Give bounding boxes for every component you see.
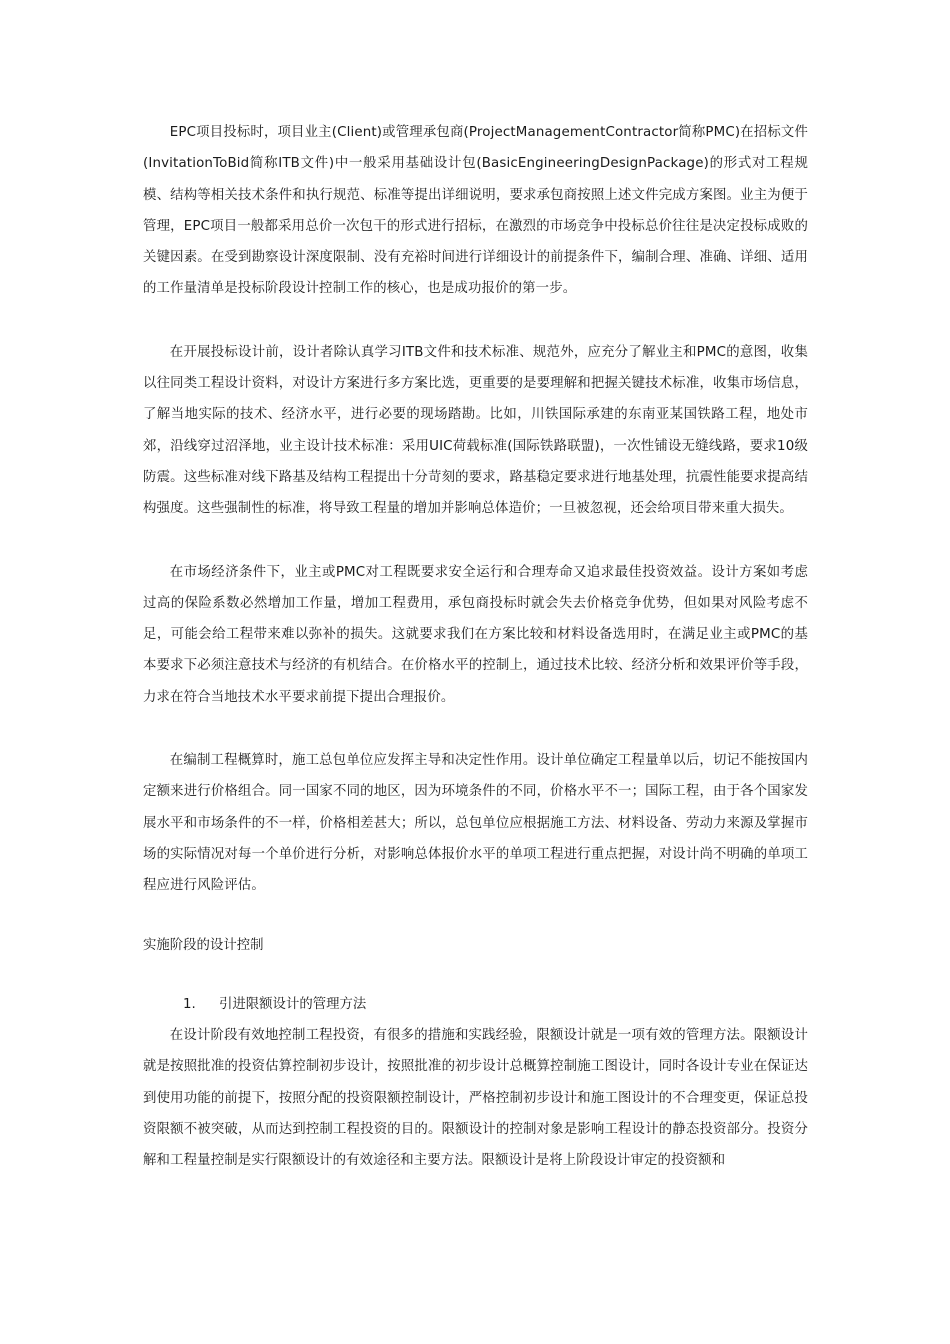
paragraph-spacer: [143, 902, 808, 930]
list-item-number: 1.: [183, 996, 196, 1012]
paragraph-quota-design: 在设计阶段有效地控制工程投资，有很多的措施和实践经验，限额设计就是一项有效的管理方法。限额设计就是按照批准的投资估算控制初步设计，按照批准的初步设计总概算控制施工图设计，同时各设计专业在保证达到使用功能的前提下，按照分配的投资限额控制设计，严格控制初步设计和施工图设计的不合理变更，保证总投资限额不被突破，从而达到控制工程投资的目的。限额设计的控制对象是影响工程设计的静态投资部分。投资分解和工程量控制是实行限额设计的有效途径和主要方法。限额设计是将上阶段设计审定的投资额和: [143, 1028, 808, 1169]
paragraph-spacer: [143, 713, 808, 745]
section-heading: 实施阶段的设计控制: [143, 937, 264, 953]
paragraph-budget-estimate: 在编制工程概算时，施工总包单位应发挥主导和决定性作用。设计单位确定工程量单以后，切记不能按国内定额来进行价格组合。同一国家不同的地区，因为环境条件的不同，价格水平不一；国际工程，由于各个国家发展水平和市场条件的不一样，价格相差甚大；所以，总包单位应根据施工方法、材料设备、劳动力来源及掌握市场的实际情况对每一个单价进行分析，对影响总体报价水平的单项工程进行重点把握，对设计尚不明确的单项工程应进行风险评估。: [143, 753, 808, 894]
paragraph-market-economy: 在市场经济条件下，业主或PMC对工程既要求安全运行和合理寿命又追求最佳投资效益。设计方案如考虑过高的保险系数必然增加工作量，增加工程费用，承包商投标时就会失去价格竞争优势，但如果对风险考虑不足，可能会给工程带来难以弥补的损失。这就要求我们在方案比较和材料设备选用时，在满足业主或PMC的基本要求下必须注意技术与经济的有机结合。在价格水平的控制上，通过技术比较、经济分析和效果评价等手段，力求在符合当地技术水平要求前提下提出合理报价。: [143, 564, 808, 705]
document-page: [143, 117, 808, 1177]
numbered-list-item: [143, 989, 808, 1020]
paragraph-spacer: [143, 305, 808, 337]
paragraph-spacer: [143, 525, 808, 557]
paragraph-epc-bidding: EPC项目投标时，项目业主(Client)或管理承包商(ProjectManagementContractor简称PMC)在招标文件(InvitationToBid简称ITB文件)中一般采用基础设计包(BasicEngineeringDesignPackage)的形式对工程规模、结构等相关技术条件和执行规范、标准等提出详细说明，要求承包商按照上述文件完成方案图。业主为便于管理，EPC项目一般都采用总价一次包干的形式进行招标，在激烈的市场竞争中投标总价往往是决定投标成败的关键因素。在受到勘察设计深度限制、没有充裕时间进行详细设计的前提条件下，编制合理、准确、详细、适用的工作量清单是投标阶段设计控制工作的核心，也是成功报价的第一步。: [143, 125, 808, 297]
paragraph-bid-design-preparation: 在开展投标设计前，设计者除认真学习ITB文件和技术标准、规范外，应充分了解业主和PMC的意图，收集以往同类工程设计资料，对设计方案进行多方案比选，更重要的是要理解和把握关键技术标准，收集市场信息，了解当地实际的技术、经济水平，进行必要的现场踏勘。比如，川铁国际承建的东南亚某国铁路工程，地处市郊，沿线穿过沼泽地，业主设计技术标准：采用UIC荷载标准(国际铁路联盟)，一次性铺设无缝线路，要求10级防震。这些标准对线下路基及结构工程提出十分苛刻的要求，路基稳定要求进行地基处理，抗震性能要求提高结构强度。这些强制性的标准，将导致工程量的增加并影响总体造价；一旦被忽视，还会给项目带来重大损失。: [143, 344, 808, 517]
list-item-title: 引进限额设计的管理方法: [219, 996, 367, 1012]
paragraph-spacer: [143, 961, 808, 989]
